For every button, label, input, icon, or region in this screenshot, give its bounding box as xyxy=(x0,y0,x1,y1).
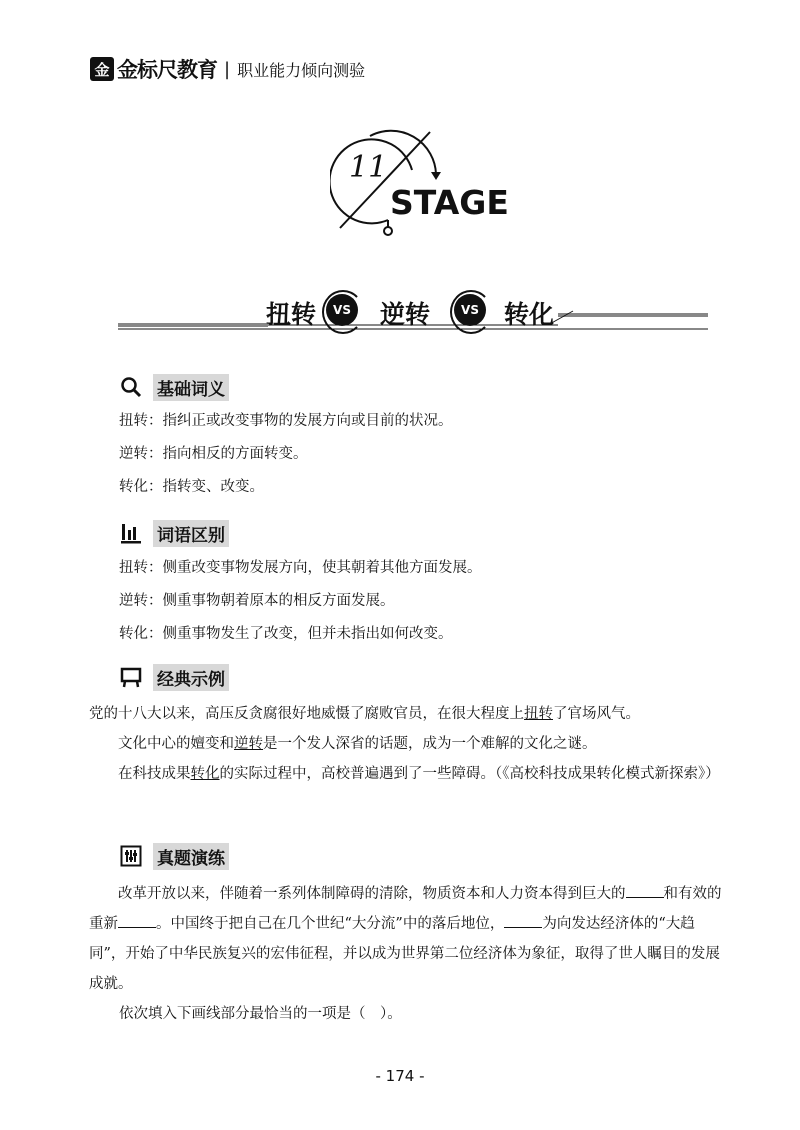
header-separator: | xyxy=(224,58,231,80)
bar-chart-icon xyxy=(119,521,143,545)
section-basic-meaning xyxy=(119,374,229,400)
page-number: - 174 - xyxy=(375,1067,425,1085)
subject-title: 职业能力倾向测验 xyxy=(237,60,366,80)
definition-line: 逆转：指向相反的方面转变。 xyxy=(119,446,308,462)
difference-line: 扭转：侧重改变事物发展方向，使其朝着其他方面发展。 xyxy=(119,560,482,576)
board-icon xyxy=(119,665,143,689)
brand-name: 金标尺教育 xyxy=(117,58,217,82)
example-sentence: 在科技成果转化的实际过程中，高校普遍遇到了一些障碍。（《高校科技成果转化模式新探索》） xyxy=(118,766,720,782)
section-practice xyxy=(119,843,229,869)
fill-blank xyxy=(118,913,156,928)
title-banner xyxy=(118,285,708,340)
fill-blank xyxy=(626,883,664,898)
vs-badge: VS xyxy=(454,294,486,326)
sliders-icon xyxy=(119,844,143,868)
definition-line: 扭转：指纠正或改变事物的发展方向或目前的状况。 xyxy=(119,413,453,429)
underlined-word: 转化 xyxy=(190,766,220,782)
example-sentence: 党的十八大以来，高压反贪腐很好地威慑了腐败官员，在很大程度上扭转了官场风气。 xyxy=(89,706,640,722)
question-prompt: 依次填入下画线部分最恰当的一项是（ ）。 xyxy=(119,1006,402,1022)
title-word-nizhuan: 逆转 xyxy=(380,300,431,329)
section-title: 基础词义 xyxy=(153,374,229,401)
page-header xyxy=(90,54,365,84)
vs-badge: VS xyxy=(326,294,358,326)
title-word-zhuanhua: 转化 xyxy=(504,300,555,329)
practice-question: 改革开放以来，伴随着一系列体制障碍的清除，物质资本和人力资本得到巨大的 和有效的重新 。中国终于把自己在几个世纪“大分流”中的落后地位， 为向发达经济体的“大趋同”，开始了中华民族复兴的宏伟征程，并以成为世界第二位经济体为象征，取得了世人瞩目的发展成就。 xyxy=(89,879,729,999)
definition-line: 转化：指转变、改变。 xyxy=(119,479,264,495)
section-title: 经典示例 xyxy=(153,664,229,691)
difference-line: 转化：侧重事物发生了改变，但并未指出如何改变。 xyxy=(119,626,453,642)
example-paragraph xyxy=(89,699,729,789)
section-examples xyxy=(119,664,229,690)
fill-blank xyxy=(504,913,542,928)
stage-number: 11 xyxy=(349,150,388,185)
example-sentence: 文化中心的嬗变和逆转是一个发人深省的话题，成为一个难解的文化之谜。 xyxy=(118,736,597,752)
title-word-niuzhuan: 扭转 xyxy=(266,300,317,329)
section-title: 真题演练 xyxy=(153,843,229,870)
stage-label: STAGE xyxy=(390,183,509,222)
section-title: 词语区别 xyxy=(153,520,229,547)
underlined-word: 扭转 xyxy=(524,706,553,722)
underlined-word: 逆转 xyxy=(234,736,263,752)
section-word-difference xyxy=(119,520,229,546)
search-icon xyxy=(119,375,143,399)
logo-icon: 金 xyxy=(90,57,114,81)
difference-line: 逆转：侧重事物朝着原本的相反方面发展。 xyxy=(119,593,395,609)
